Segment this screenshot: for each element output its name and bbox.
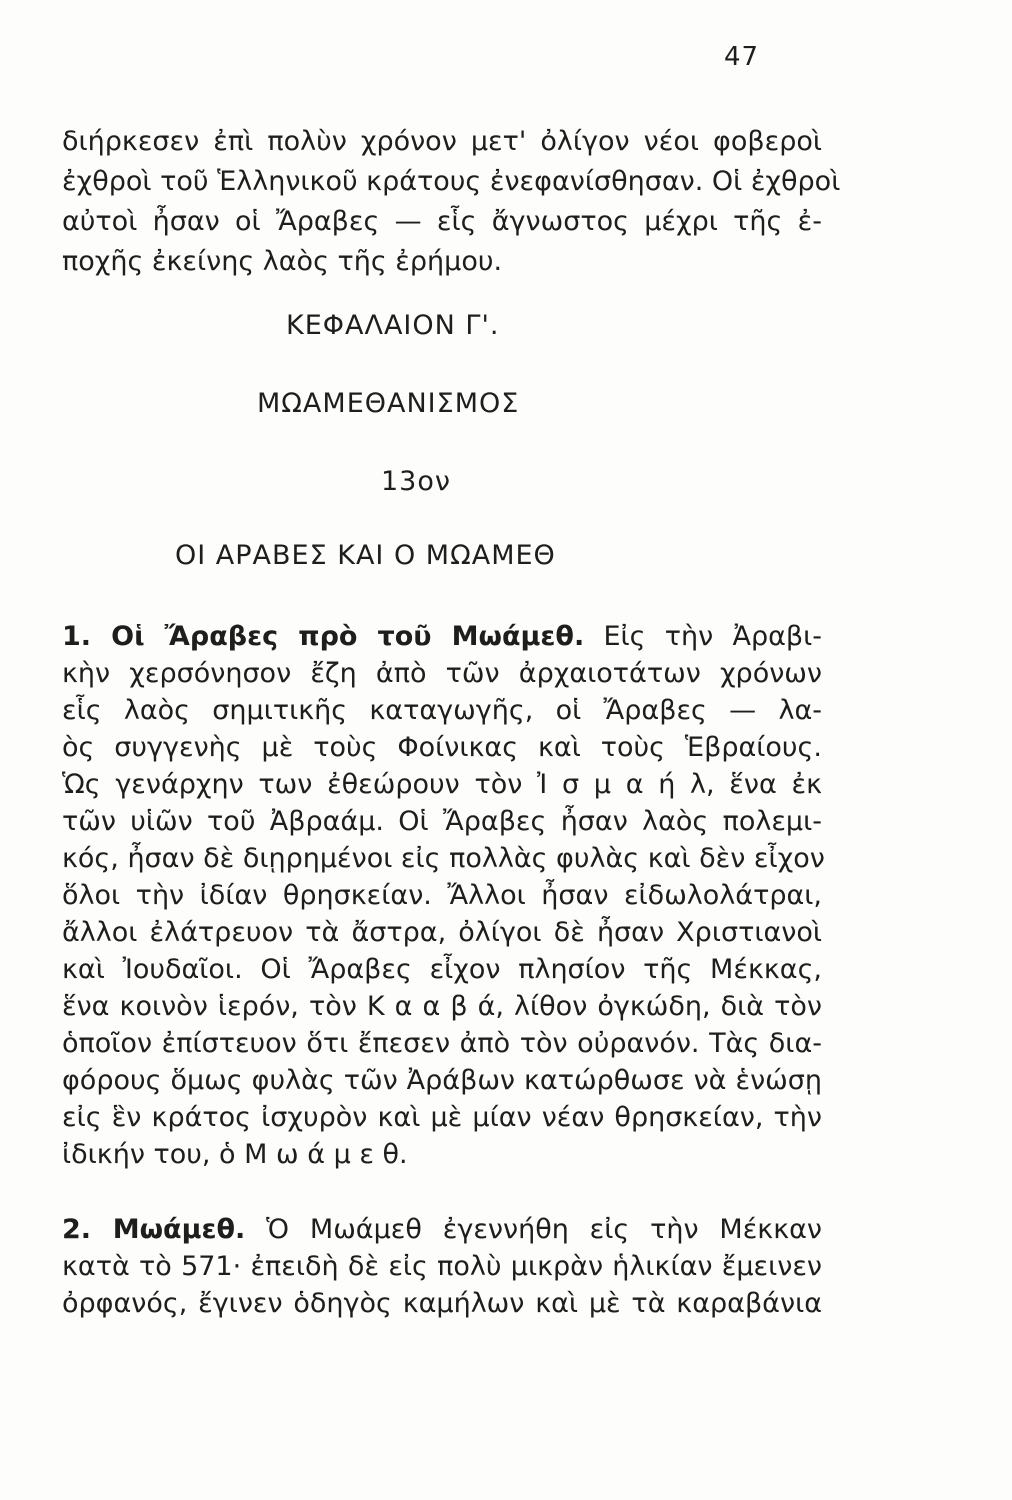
section-1-line: ὸς συγγενὴς μὲ τοὺς Φοίνικας καὶ τοὺς Ἑβραίους.: [62, 732, 822, 763]
section-1-line: εἷς λαὸς σημιτικῆς καταγωγῆς, οἱ Ἄραβες — λα-: [62, 695, 822, 726]
section-1-line: ἄλλοι ἐλάτρευον τὰ ἄστρα, ὀλίγοι δὲ ἦσαν Χριστιανοὶ: [62, 917, 822, 948]
section-1-first-line-text: Εἰς τὴν Ἀραβι-: [603, 621, 822, 652]
intro-line: ποχῆς ἐκείνης λαὸς τῆς ἐρήμου.: [62, 246, 503, 277]
intro-line: αὐτοὶ ἦσαν οἱ Ἄραβες — εἷς ἄγνωστος μέχρι τῆς ἐ-: [62, 206, 822, 237]
section-2-first-line: [62, 1213, 822, 1247]
section-1-line: τῶν υἱῶν τοῦ Ἀβραάμ. Οἱ Ἄραβες ἦσαν λαὸς πολεμι-: [62, 806, 822, 837]
section-2-first-line-text: Ὁ Μωάμεθ ἐγεννήθη εἰς τὴν Μέκκαν: [266, 1214, 822, 1245]
chapter-label: ΚΕΦΑΛΑΙΟΝ Γ'.: [286, 310, 500, 341]
lesson-title: ΟΙ ΑΡΑΒΕΣ ΚΑΙ Ο ΜΩΑΜΕΘ: [175, 540, 556, 571]
section-1-line: ἰδικήν του, ὁ Μ ω ά μ ε θ.: [62, 1139, 408, 1170]
section-2-heading: 2. Μωάμεθ.: [62, 1214, 246, 1245]
lesson-number: 13ον: [381, 466, 451, 497]
section-1-line: Ὡς γενάρχην των ἐθεώρουν τὸν Ἰ σ μ α ή λ, ἕνα ἐκ: [62, 769, 822, 800]
chapter-title: ΜΩΑΜΕΘΑΝΙΣΜΟΣ: [257, 388, 520, 419]
section-1-first-line: [62, 620, 822, 654]
section-1-line: εἰς ἓν κράτος ἰσχυρὸν καὶ μὲ μίαν νέαν θρησκείαν, τὴν: [62, 1102, 822, 1133]
section-1-line: ἕνα κοινὸν ἱερόν, τὸν Κ α α β ά, λίθον ὀγκώδη, διὰ τὸν: [62, 991, 822, 1022]
intro-line: ἐχθροὶ τοῦ Ἑλληνικοῦ κράτους ἐνεφανίσθησαν. Οἱ ἐχθροὶ: [62, 166, 841, 197]
section-1-line: φόρους ὅμως φυλὰς τῶν Ἀράβων κατώρθωσε νὰ ἑνώσῃ: [62, 1065, 822, 1096]
section-1-line: ὁποῖον ἐπίστευον ὅτι ἔπεσεν ἀπὸ τὸν οὐρανόν. Τὰς δια-: [62, 1028, 822, 1059]
section-1-heading: 1. Οἱ Ἄραβες πρὸ τοῦ Μωάμεθ.: [62, 621, 585, 652]
intro-line: διήρκεσεν ἐπὶ πολὺν χρόνον μετ' ὀλίγον νέοι φοβεροὶ: [62, 126, 822, 157]
page-number: 47: [724, 42, 760, 72]
section-1-line: κὴν χερσόνησον ἔζη ἀπὸ τῶν ἀρχαιοτάτων χρόνων: [62, 658, 822, 689]
section-1-line: κός, ἦσαν δὲ διῃρημένοι εἰς πολλὰς φυλὰς καὶ δὲν εἶχον: [62, 843, 825, 874]
section-2-line: ὀρφανός, ἔγινεν ὁδηγὸς καμήλων καὶ μὲ τὰ καραβάνια: [62, 1288, 822, 1319]
section-1-line: καὶ Ἰουδαῖοι. Οἱ Ἄραβες εἶχον πλησίον τῆς Μέκκας,: [62, 954, 822, 985]
section-2-line: κατὰ τὸ 571· ἐπειδὴ δὲ εἰς πολὺ μικρὰν ἡλικίαν ἔμεινεν: [62, 1251, 822, 1282]
section-1-line: ὅλοι τὴν ἰδίαν θρησκείαν. Ἄλλοι ἦσαν εἰδωλολάτραι,: [62, 880, 822, 911]
